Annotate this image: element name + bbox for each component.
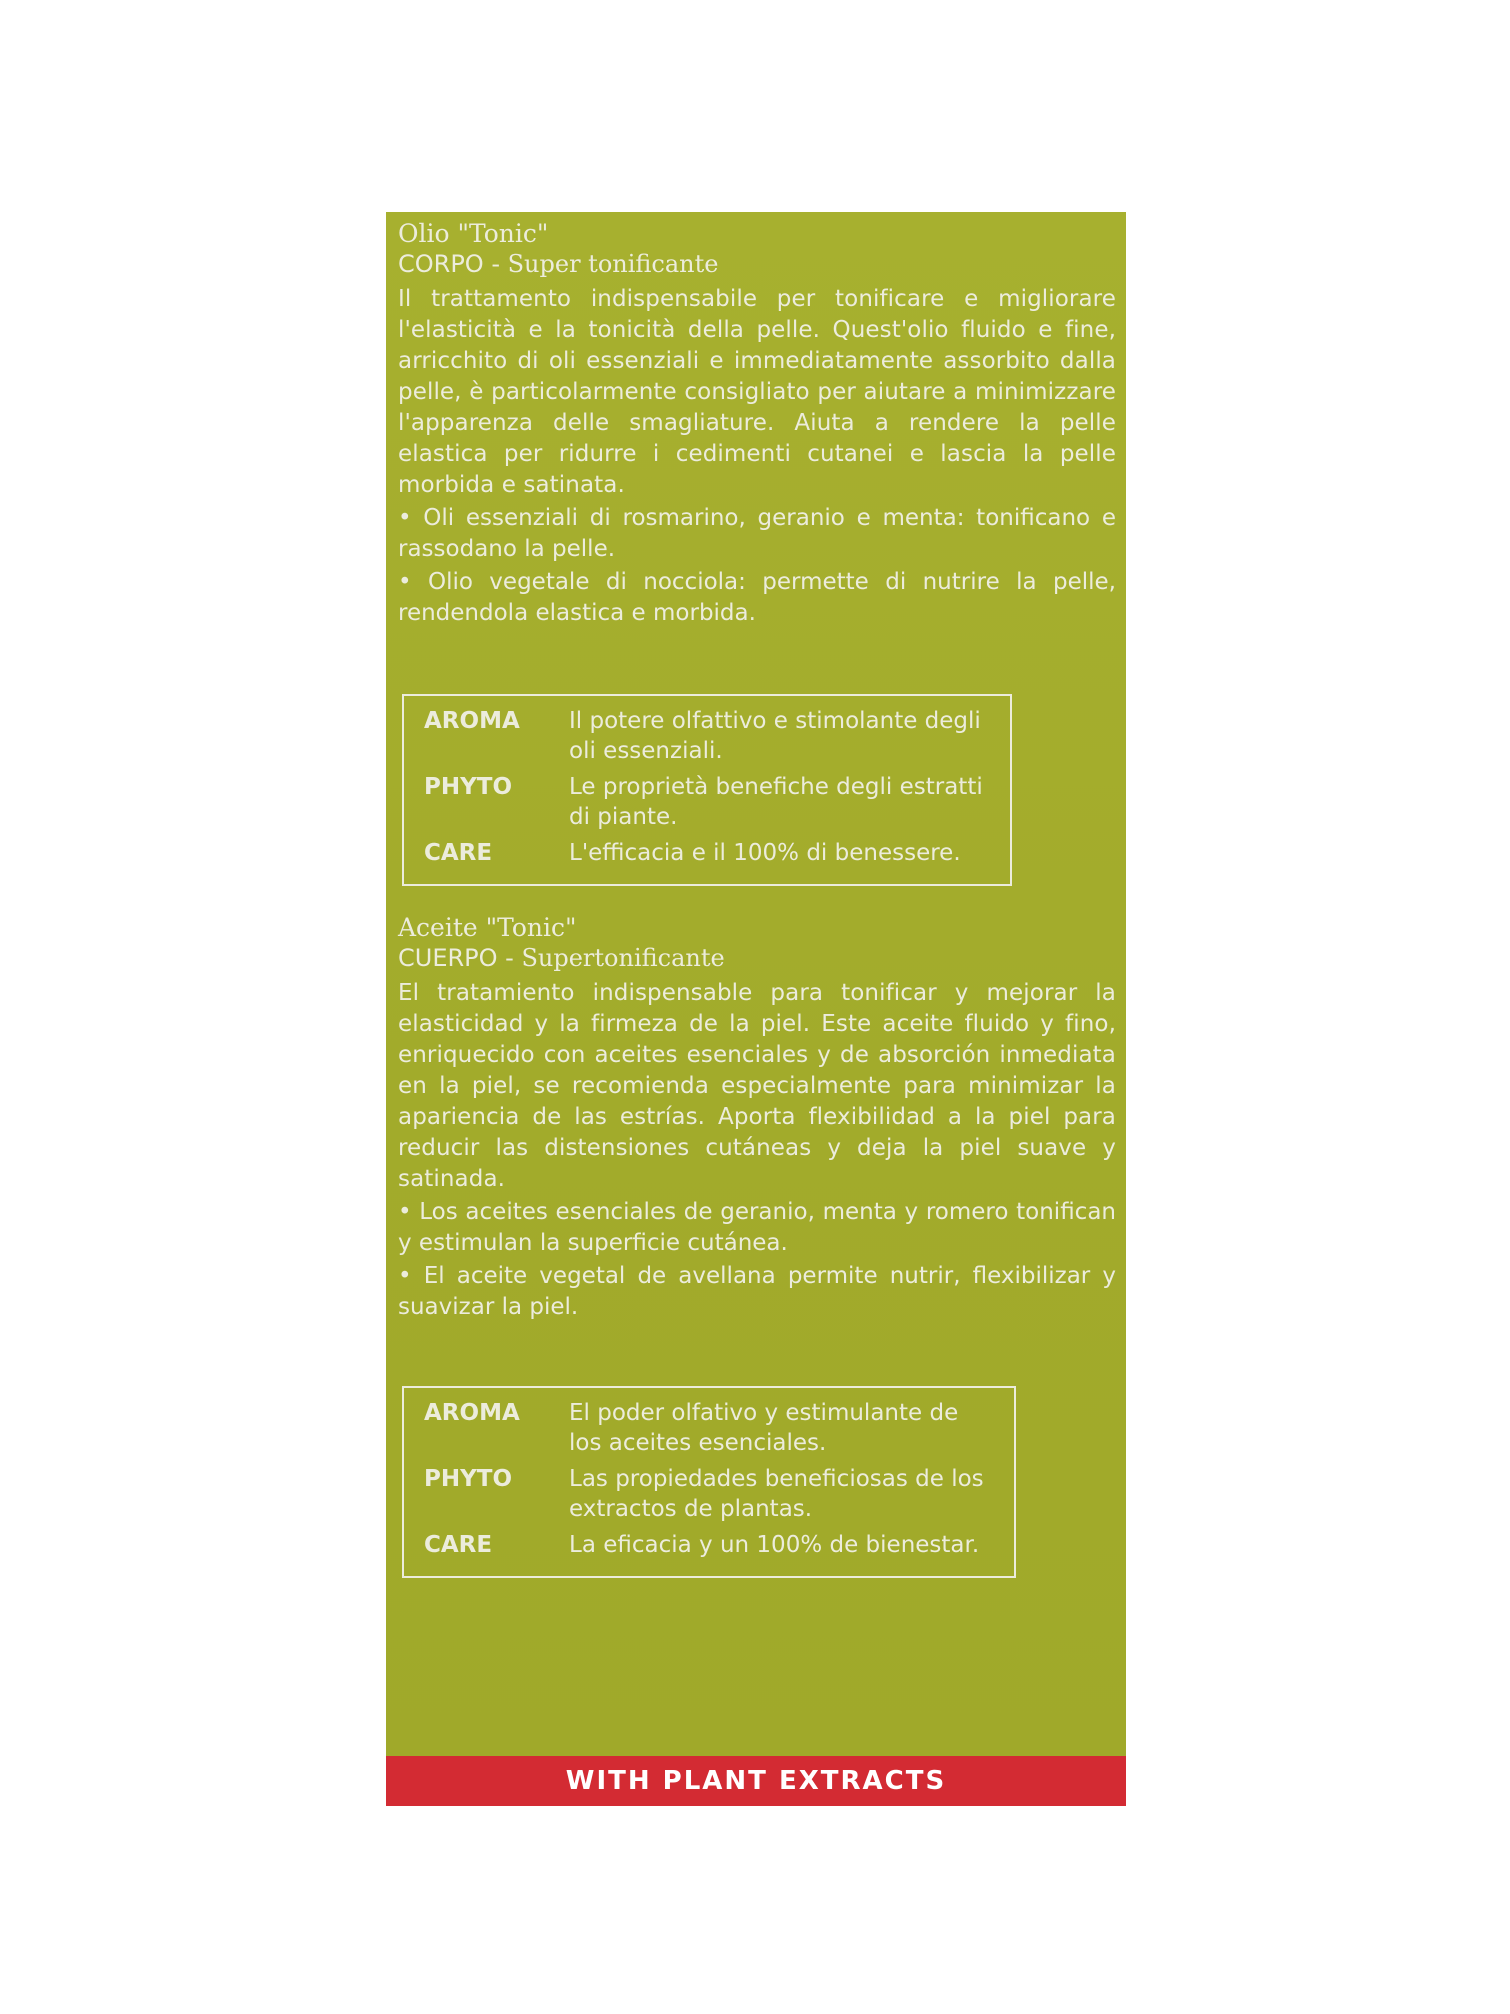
feature-value: Il potere olfattivo e stimolante degli oli essenziali. bbox=[569, 708, 981, 764]
feature-value: El poder olfativo y estimulante de los aceites esenciales. bbox=[569, 1400, 959, 1456]
feature-key: CARE bbox=[424, 840, 493, 866]
feature-row bbox=[424, 772, 992, 832]
feature-row bbox=[424, 1464, 996, 1524]
subtitle-category: CORPO - bbox=[398, 250, 508, 278]
bullet-item: • Oli essenziali di rosmarino, geranio e menta: tonificano e rassodano la pelle. bbox=[398, 505, 1116, 562]
feature-row bbox=[424, 706, 992, 766]
feature-row bbox=[424, 838, 992, 868]
features-box bbox=[402, 694, 1012, 886]
product-description: Il trattamento indispensabile per tonificare e migliorare l'elasticità e la tonicità della pelle. Quest'olio fluido e fine, arricchito di oli essenziali e immediatamente assorbito dalla pelle, è particolarmente consigliato per aiutare a minimizzare l'apparenza delle smagliature. Aiuta a rendere la pelle elastica per ridurre i cedimenti cutanei e lascia la pelle morbida e satinata. bbox=[398, 286, 1116, 498]
spanish-section bbox=[398, 912, 1116, 1558]
feature-value: L'efficacia e il 100% di benessere. bbox=[569, 840, 961, 866]
feature-value: Las propiedades beneficiosas de los extractos de plantas. bbox=[569, 1466, 984, 1522]
feature-key: PHYTO bbox=[424, 1466, 513, 1492]
feature-value: La eficacia y un 100% de bienestar. bbox=[569, 1532, 980, 1558]
feature-key: AROMA bbox=[424, 708, 520, 734]
feature-key: AROMA bbox=[424, 1400, 520, 1426]
product-subtitle bbox=[398, 943, 1116, 974]
bullet-item: • Olio vegetale di nocciola: permette di nutrire la pelle, rendendola elastica e morbida. bbox=[398, 569, 1116, 626]
product-title: Aceite "Tonic" bbox=[398, 913, 577, 942]
bullet-item: • El aceite vegetal de avellana permite nutrir, flexibilizar y suavizar la piel. bbox=[398, 1263, 1116, 1320]
feature-key: CARE bbox=[424, 1532, 493, 1558]
product-subtitle bbox=[398, 249, 1116, 280]
subtitle-category: CUERPO - bbox=[398, 944, 522, 972]
plant-extracts-banner: WITH PLANT EXTRACTS bbox=[386, 1756, 1126, 1806]
product-title: Olio "Tonic" bbox=[398, 219, 549, 248]
feature-row bbox=[424, 1530, 996, 1560]
product-description: El tratamiento indispensable para tonificar y mejorar la elasticidad y la firmeza de la piel. Este aceite fluido y fino, enriquecido con aceites esenciales y de absorción inmediata en la piel, se recomienda especialmente para minimizar la apariencia de las estrías. Aporta flexibilidad a la piel para reducir las distensiones cutáneas y deja la piel suave y satinada. bbox=[398, 980, 1116, 1192]
subtitle-desc: Super tonificante bbox=[507, 250, 719, 278]
feature-row bbox=[424, 1398, 996, 1458]
subtitle-desc: Supertonificante bbox=[521, 944, 725, 972]
product-panel bbox=[386, 212, 1126, 1806]
features-box bbox=[402, 1386, 1016, 1578]
feature-value: Le proprietà benefiche degli estratti di piante. bbox=[569, 774, 983, 830]
italian-section bbox=[398, 218, 1116, 866]
feature-key: PHYTO bbox=[424, 774, 513, 800]
bullet-item: • Los aceites esenciales de geranio, menta y romero tonifican y estimulan la superficie cutánea. bbox=[398, 1199, 1116, 1256]
